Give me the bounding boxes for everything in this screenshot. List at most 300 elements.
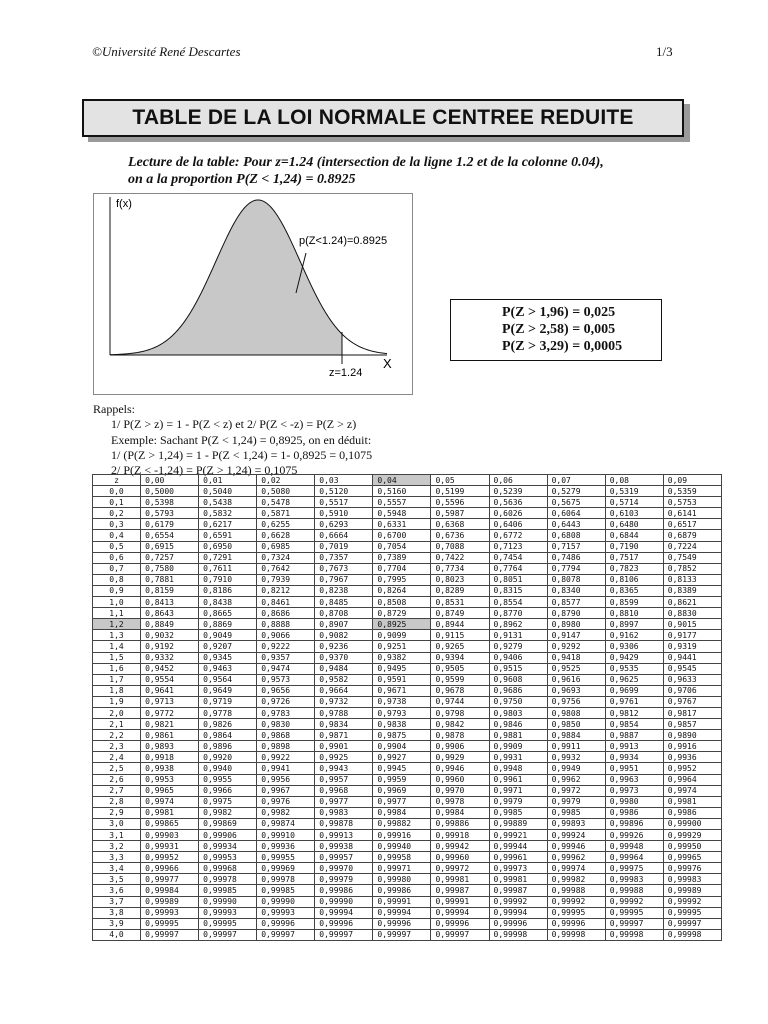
table-cell: 0,8686 [257,608,315,619]
table-row [93,541,722,552]
table-cell: 0,9920 [199,752,257,763]
table-cell: 0,99981 [489,874,547,885]
table-cell: 0,9332 [141,652,199,663]
reminder-line: 2/ P(Z < -1,24) = P(Z > 1,24) = 0,1075 [111,463,298,478]
table-cell: 0,9633 [663,674,721,685]
column-header: 0,00 [141,475,199,486]
table-cell: 0,99878 [315,818,373,829]
row-header: 1,5 [93,652,141,663]
table-cell: 0,9744 [431,696,489,707]
table-cell: 0,99997 [199,929,257,940]
table-cell: 0,5871 [257,508,315,519]
table-cell: 0,7389 [373,552,431,563]
table-cell: 0,99996 [547,918,605,929]
row-header: 3,7 [93,896,141,907]
table-cell: 0,99942 [431,841,489,852]
table-cell: 0,99992 [663,896,721,907]
table-cell: 0,9934 [605,752,663,763]
table-cell: 0,9066 [257,630,315,641]
table-cell: 0,9817 [663,707,721,718]
table-cell: 0,6950 [199,541,257,552]
table-cell: 0,8962 [489,619,547,630]
table-cell: 0,8389 [663,585,721,596]
table-cell: 0,9971 [489,785,547,796]
area-label: p(Z<1.24)=0.8925 [299,235,388,247]
table-cell: 0,99995 [199,918,257,929]
table-cell: 0,9732 [315,696,373,707]
table-cell: 0,9964 [663,774,721,785]
table-cell: 0,99957 [315,852,373,863]
table-cell: 0,6985 [257,541,315,552]
table-cell: 0,8869 [199,619,257,630]
table-cell: 0,8186 [199,585,257,596]
table-cell: 0,6406 [489,519,547,530]
table-cell: 0,9884 [547,730,605,741]
table-row [93,585,722,596]
table-row [93,619,722,630]
row-header: 3,2 [93,841,141,852]
table-row [93,597,722,608]
table-cell: 0,99886 [431,818,489,829]
table-cell: 0,99992 [547,896,605,907]
table-cell: 0,99980 [373,874,431,885]
table-cell: 0,9177 [663,630,721,641]
table-cell: 0,9929 [431,752,489,763]
table-cell: 0,99990 [315,896,373,907]
table-cell: 0,9978 [431,796,489,807]
table-row [93,652,722,663]
table-cell: 0,9608 [489,674,547,685]
table-cell: 0,7794 [547,563,605,574]
table-cell: 0,5359 [663,486,721,497]
table-cell: 0,5793 [141,508,199,519]
table-row [93,497,722,508]
table-row [93,774,722,785]
table-cell: 0,9956 [257,774,315,785]
table-cell: 0,99962 [547,852,605,863]
table-cell: 0,99921 [489,830,547,841]
table-cell: 0,9922 [257,752,315,763]
critical-value-2: P(Z > 2,58) = 0,005 [502,322,616,337]
table-cell: 0,9756 [547,696,605,707]
table-cell: 0,99964 [605,852,663,863]
table-cell: 0,9535 [605,663,663,674]
table-cell: 0,99995 [141,918,199,929]
table-cell: 0,8340 [547,585,605,596]
table-cell: 0,99968 [199,863,257,874]
table-cell: 0,9049 [199,630,257,641]
table-cell: 0,8438 [199,597,257,608]
table-cell: 0,9429 [605,652,663,663]
table-cell: 0,99944 [489,841,547,852]
table-cell: 0,99998 [663,929,721,940]
table-row [93,685,722,696]
row-header: 3,4 [93,863,141,874]
table-cell: 0,5199 [431,486,489,497]
table-cell: 0,7357 [315,552,373,563]
table-cell: 0,9963 [605,774,663,785]
row-header: 0,6 [93,552,141,563]
table-cell: 0,5438 [199,497,257,508]
table-cell: 0,7257 [141,552,199,563]
table-cell: 0,8413 [141,597,199,608]
table-cell: 0,9671 [373,685,431,696]
table-cell: 0,8264 [373,585,431,596]
table-cell: 0,99984 [141,885,199,896]
page-title: TABLE DE LA LOI NORMALE CENTREE REDUITE [82,99,684,137]
table-cell: 0,9147 [547,630,605,641]
table-cell: 0,8621 [663,597,721,608]
table-row [93,896,722,907]
table-cell: 0,6591 [199,530,257,541]
table-cell: 0,6331 [373,519,431,530]
table-cell: 0,7704 [373,563,431,574]
reminder-line: 1/ P(Z > z) = 1 - P(Z < z) et 2/ P(Z < -z) = P(Z > z) [111,417,357,432]
table-cell: 0,99992 [489,896,547,907]
table-cell: 0,9868 [257,730,315,741]
critical-values-box [450,299,662,361]
table-row [93,719,722,730]
column-header: 0,07 [547,475,605,486]
table-cell: 0,7881 [141,574,199,585]
table-cell: 0,9975 [199,796,257,807]
table-cell: 0,99998 [605,929,663,940]
table-cell: 0,6103 [605,508,663,519]
table-cell: 0,99948 [605,841,663,852]
table-cell: 0,9582 [315,674,373,685]
table-cell: 0,99929 [663,830,721,841]
table-cell: 0,99996 [373,918,431,929]
table-row [93,874,722,885]
table-cell: 0,99989 [663,885,721,896]
table-row [93,841,722,852]
table-cell: 0,99997 [663,918,721,929]
table-cell: 0,99988 [547,885,605,896]
table-cell: 0,9955 [199,774,257,785]
table-cell: 0,9545 [663,663,721,674]
table-cell: 0,5714 [605,497,663,508]
row-header: 3,1 [93,830,141,841]
row-header: 0,0 [93,486,141,497]
table-row [93,763,722,774]
table-cell: 0,8023 [431,574,489,585]
table-cell: 0,9357 [257,652,315,663]
table-row [93,574,722,585]
table-cell: 0,9207 [199,641,257,652]
table-cell: 0,9641 [141,685,199,696]
table-cell: 0,9222 [257,641,315,652]
table-cell: 0,99979 [315,874,373,885]
table-cell: 0,9875 [373,730,431,741]
table-header-row [93,475,722,486]
table-cell: 0,99989 [141,896,199,907]
table-cell: 0,9976 [257,796,315,807]
table-cell: 0,9948 [489,763,547,774]
table-cell: 0,9878 [431,730,489,741]
table-cell: 0,5319 [605,486,663,497]
table-cell: 0,6664 [315,530,373,541]
table-cell: 0,9394 [431,652,489,663]
table-cell: 0,9896 [199,741,257,752]
row-header: 0,2 [93,508,141,519]
table-cell: 0,9738 [373,696,431,707]
table-cell: 0,5675 [547,497,605,508]
column-header: 0,03 [315,475,373,486]
table-cell: 0,6772 [489,530,547,541]
table-cell: 0,9966 [199,785,257,796]
table-cell: 0,9649 [199,685,257,696]
table-cell: 0,99953 [199,852,257,863]
table-cell: 0,9949 [547,763,605,774]
table-cell: 0,9591 [373,674,431,685]
table-cell: 0,9599 [431,674,489,685]
row-header: 1,2 [93,619,141,630]
table-cell: 0,7486 [547,552,605,563]
table-cell: 0,8106 [605,574,663,585]
table-cell: 0,99926 [605,830,663,841]
table-cell: 0,99971 [373,863,431,874]
table-cell: 0,9871 [315,730,373,741]
table-cell: 0,9861 [141,730,199,741]
table-cell: 0,5478 [257,497,315,508]
table-cell: 0,9945 [373,763,431,774]
table-cell: 0,9846 [489,719,547,730]
table-row [93,741,722,752]
table-cell: 0,7088 [431,541,489,552]
table-cell: 0,9699 [605,685,663,696]
table-cell: 0,9980 [605,796,663,807]
reminders-section [93,402,372,478]
row-header: 0,5 [93,541,141,552]
table-cell: 0,7642 [257,563,315,574]
table-cell: 0,8554 [489,597,547,608]
table-cell: 0,8980 [547,619,605,630]
row-header: 1,6 [93,663,141,674]
table-cell: 0,99983 [605,874,663,885]
table-row [93,608,722,619]
table-cell: 0,7823 [605,563,663,574]
table-cell: 0,9265 [431,641,489,652]
reading-instructions-line-2: on a la proportion P(Z < 1,24) = 0.8925 [128,172,356,187]
table-cell: 0,7157 [547,541,605,552]
table-cell: 0,9713 [141,696,199,707]
table-cell: 0,9452 [141,663,199,674]
table-cell: 0,9656 [257,685,315,696]
table-cell: 0,9706 [663,685,721,696]
table-cell: 0,99969 [257,863,315,874]
table-cell: 0,99986 [373,885,431,896]
table-cell: 0,9961 [489,774,547,785]
table-cell: 0,6554 [141,530,199,541]
table-cell: 0,8729 [373,608,431,619]
row-header: 0,8 [93,574,141,585]
table-cell: 0,9418 [547,652,605,663]
table-cell: 0,99938 [315,841,373,852]
table-row [93,730,722,741]
table-row [93,641,722,652]
table-cell: 0,99882 [373,818,431,829]
reading-instructions-line-1: Lecture de la table: Pour z=1.24 (intersection de la ligne 1.2 et de la colonne 0.04), [128,155,604,170]
table-cell: 0,6179 [141,519,199,530]
table-cell: 0,99973 [489,863,547,874]
table-cell: 0,99931 [141,841,199,852]
table-cell: 0,9838 [373,719,431,730]
table-cell: 0,99970 [315,863,373,874]
table-cell: 0,8212 [257,585,315,596]
row-header: 0,1 [93,497,141,508]
table-cell: 0,9986 [663,807,721,818]
table-cell: 0,99946 [547,841,605,852]
table-cell: 0,99865 [141,818,199,829]
page-number: 1/3 [656,44,673,59]
table-cell: 0,8289 [431,585,489,596]
table-cell: 0,9965 [141,785,199,796]
table-cell: 0,9974 [663,785,721,796]
table-cell: 0,9893 [141,741,199,752]
row-header: 1,4 [93,641,141,652]
row-header: 1,0 [93,597,141,608]
table-cell: 0,9981 [663,796,721,807]
table-cell: 0,99869 [199,818,257,829]
table-cell: 0,8078 [547,574,605,585]
table-cell: 0,5910 [315,508,373,519]
table-cell: 0,9986 [605,807,663,818]
table-cell: 0,9952 [663,763,721,774]
table-cell: 0,99997 [141,929,199,940]
table-cell: 0,8159 [141,585,199,596]
table-cell: 0,6517 [663,519,721,530]
table-cell: 0,5636 [489,497,547,508]
table-cell: 0,9821 [141,719,199,730]
column-header: 0,01 [199,475,257,486]
table-cell: 0,9162 [605,630,663,641]
table-cell: 0,7995 [373,574,431,585]
table-cell: 0,7517 [605,552,663,563]
table-cell: 0,9911 [547,741,605,752]
row-header: 1,1 [93,608,141,619]
table-cell: 0,99994 [373,907,431,918]
column-header: 0,04 [373,475,431,486]
table-cell: 0,6808 [547,530,605,541]
reminder-line: 1/ (P(Z > 1,24) = 1 - P(Z < 1,24) = 1- 0,8925 = 0,1075 [111,447,373,462]
table-row [93,563,722,574]
row-header: 4,0 [93,929,141,940]
table-cell: 0,9441 [663,652,721,663]
table-cell: 0,9940 [199,763,257,774]
table-cell: 0,6480 [605,519,663,530]
table-cell: 0,9767 [663,696,721,707]
z-label: z=1.24 [329,367,363,379]
table-cell: 0,9525 [547,663,605,674]
table-cell: 0,99906 [199,830,257,841]
table-cell: 0,99936 [257,841,315,852]
table-cell: 0,9898 [257,741,315,752]
table-cell: 0,99990 [199,896,257,907]
table-cell: 0,99994 [315,907,373,918]
table-cell: 0,9982 [257,807,315,818]
row-header: 2,1 [93,719,141,730]
table-cell: 0,9830 [257,719,315,730]
table-cell: 0,99994 [431,907,489,918]
table-cell: 0,9936 [663,752,721,763]
table-cell: 0,6700 [373,530,431,541]
table-cell: 0,99998 [489,929,547,940]
table-cell: 0,8790 [547,608,605,619]
table-cell: 0,9881 [489,730,547,741]
table-cell: 0,9719 [199,696,257,707]
row-header: 3,5 [93,874,141,885]
table-cell: 0,6628 [257,530,315,541]
table-row [93,630,722,641]
row-header: 3,3 [93,852,141,863]
table-row [93,519,722,530]
row-header: 0,9 [93,585,141,596]
column-header: 0,02 [257,475,315,486]
table-row [93,818,722,829]
table-cell: 0,8665 [199,608,257,619]
table-cell: 0,5279 [547,486,605,497]
table-cell: 0,9015 [663,619,721,630]
table-cell: 0,9977 [373,796,431,807]
table-cell: 0,99900 [663,818,721,829]
table-cell: 0,9979 [489,796,547,807]
table-cell: 0,9916 [663,741,721,752]
table-cell: 0,99994 [489,907,547,918]
table-cell: 0,99961 [489,852,547,863]
row-header: 2,8 [93,796,141,807]
row-header: 1,9 [93,696,141,707]
table-cell: 0,99977 [141,874,199,885]
table-cell: 0,99995 [605,907,663,918]
table-cell: 0,5832 [199,508,257,519]
table-cell: 0,9890 [663,730,721,741]
table-cell: 0,6141 [663,508,721,519]
table-cell: 0,7764 [489,563,547,574]
table-cell: 0,9983 [315,807,373,818]
table-cell: 0,99985 [199,885,257,896]
table-cell: 0,5040 [199,486,257,497]
table-cell: 0,9985 [547,807,605,818]
table-cell: 0,5000 [141,486,199,497]
table-cell: 0,9484 [315,663,373,674]
table-cell: 0,9960 [431,774,489,785]
table-cell: 0,7291 [199,552,257,563]
table-cell: 0,8997 [605,619,663,630]
table-cell: 0,9726 [257,696,315,707]
table-cell: 0,9808 [547,707,605,718]
table-cell: 0,8944 [431,619,489,630]
table-cell: 0,9970 [431,785,489,796]
table-cell: 0,8365 [605,585,663,596]
table-cell: 0,9793 [373,707,431,718]
table-cell: 0,9370 [315,652,373,663]
table-cell: 0,9798 [431,707,489,718]
table-cell: 0,9678 [431,685,489,696]
table-cell: 0,6736 [431,530,489,541]
row-header: 0,3 [93,519,141,530]
table-row [93,552,722,563]
table-cell: 0,9834 [315,719,373,730]
table-row [93,830,722,841]
table-cell: 0,9573 [257,674,315,685]
table-cell: 0,99965 [663,852,721,863]
table-cell: 0,9345 [199,652,257,663]
table-cell: 0,9032 [141,630,199,641]
table-cell: 0,7580 [141,563,199,574]
table-cell: 0,5948 [373,508,431,519]
table-cell: 0,9474 [257,663,315,674]
table-cell: 0,9946 [431,763,489,774]
